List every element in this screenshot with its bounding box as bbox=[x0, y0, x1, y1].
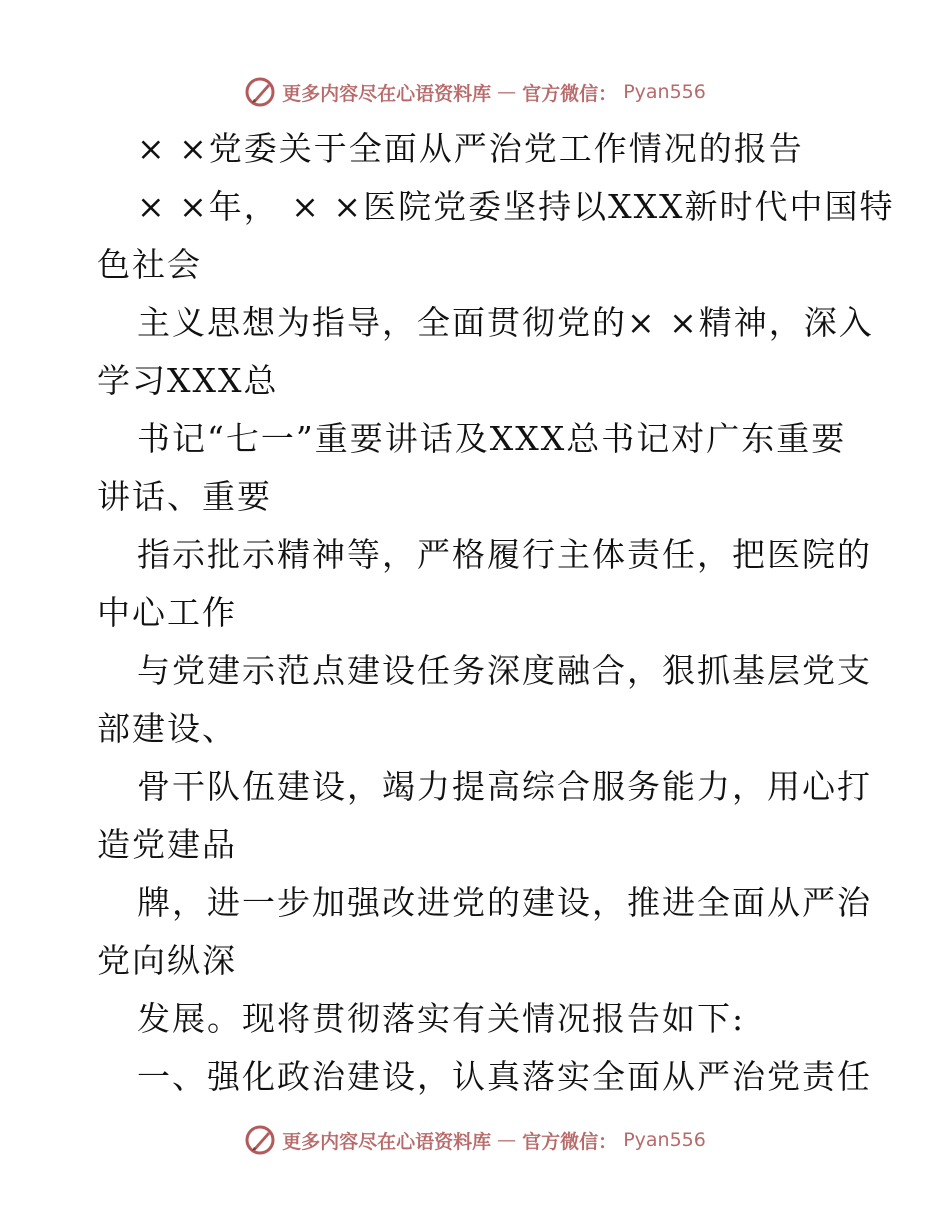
watermark-footer bbox=[0, 1120, 950, 1160]
paragraph-line: 造党建品 bbox=[97, 825, 237, 864]
paragraph-line: × ×年， × ×医院党委坚持以XXX新时代中国特 bbox=[137, 187, 895, 226]
quill-pen-logo-icon bbox=[244, 1124, 276, 1156]
quill-pen-logo-icon bbox=[244, 76, 276, 108]
paragraph-line: 牌，进一步加强改进党的建设，推进全面从严治 bbox=[137, 883, 872, 922]
paragraph-line: 与党建示范点建设任务深度融合，狠抓基层党支 bbox=[137, 651, 872, 690]
paragraph-line: 骨干队伍建设，竭力提高综合服务能力，用心打 bbox=[137, 767, 872, 806]
paragraph-line: 发展。现将贯彻落实有关情况报告如下: bbox=[137, 999, 746, 1038]
paragraph-line: 指示批示精神等，严格履行主体责任，把医院的 bbox=[137, 535, 872, 574]
watermark-text: 更多内容尽在心语资料库 bbox=[282, 82, 492, 105]
watermark-handle: Pyan556 bbox=[623, 1129, 706, 1151]
paragraph-line: 色社会 bbox=[97, 245, 202, 284]
watermark-inner bbox=[244, 76, 706, 108]
watermark-header bbox=[0, 72, 950, 112]
section-heading: 一、强化政治建设，认真落实全面从严治党责任 bbox=[137, 1057, 872, 1096]
paragraph-line: 部建设、 bbox=[97, 709, 237, 748]
document-title: × ×党委关于全面从严治党工作情况的报告 bbox=[137, 129, 804, 168]
watermark-dash: — bbox=[497, 1129, 517, 1151]
paragraph-line: 讲话、重要 bbox=[97, 477, 272, 516]
watermark-label: 官方微信： bbox=[522, 1130, 618, 1153]
watermark-text: 更多内容尽在心语资料库 bbox=[282, 1130, 492, 1153]
watermark-label: 官方微信： bbox=[522, 82, 618, 105]
watermark-inner bbox=[244, 1124, 706, 1156]
paragraph-line: 中心工作 bbox=[97, 593, 237, 632]
paragraph-line: 书记“七一”重要讲话及XXX总书记对广东重要 bbox=[137, 419, 847, 458]
document-body bbox=[97, 120, 895, 1106]
paragraph-line: 主义思想为指导，全面贯彻党的× ×精神，深入 bbox=[137, 303, 874, 342]
paragraph-line: 党向纵深 bbox=[97, 941, 237, 980]
watermark-dash: — bbox=[497, 81, 517, 103]
paragraph-line: 学习XXX总 bbox=[97, 361, 279, 400]
watermark-handle: Pyan556 bbox=[623, 81, 706, 103]
